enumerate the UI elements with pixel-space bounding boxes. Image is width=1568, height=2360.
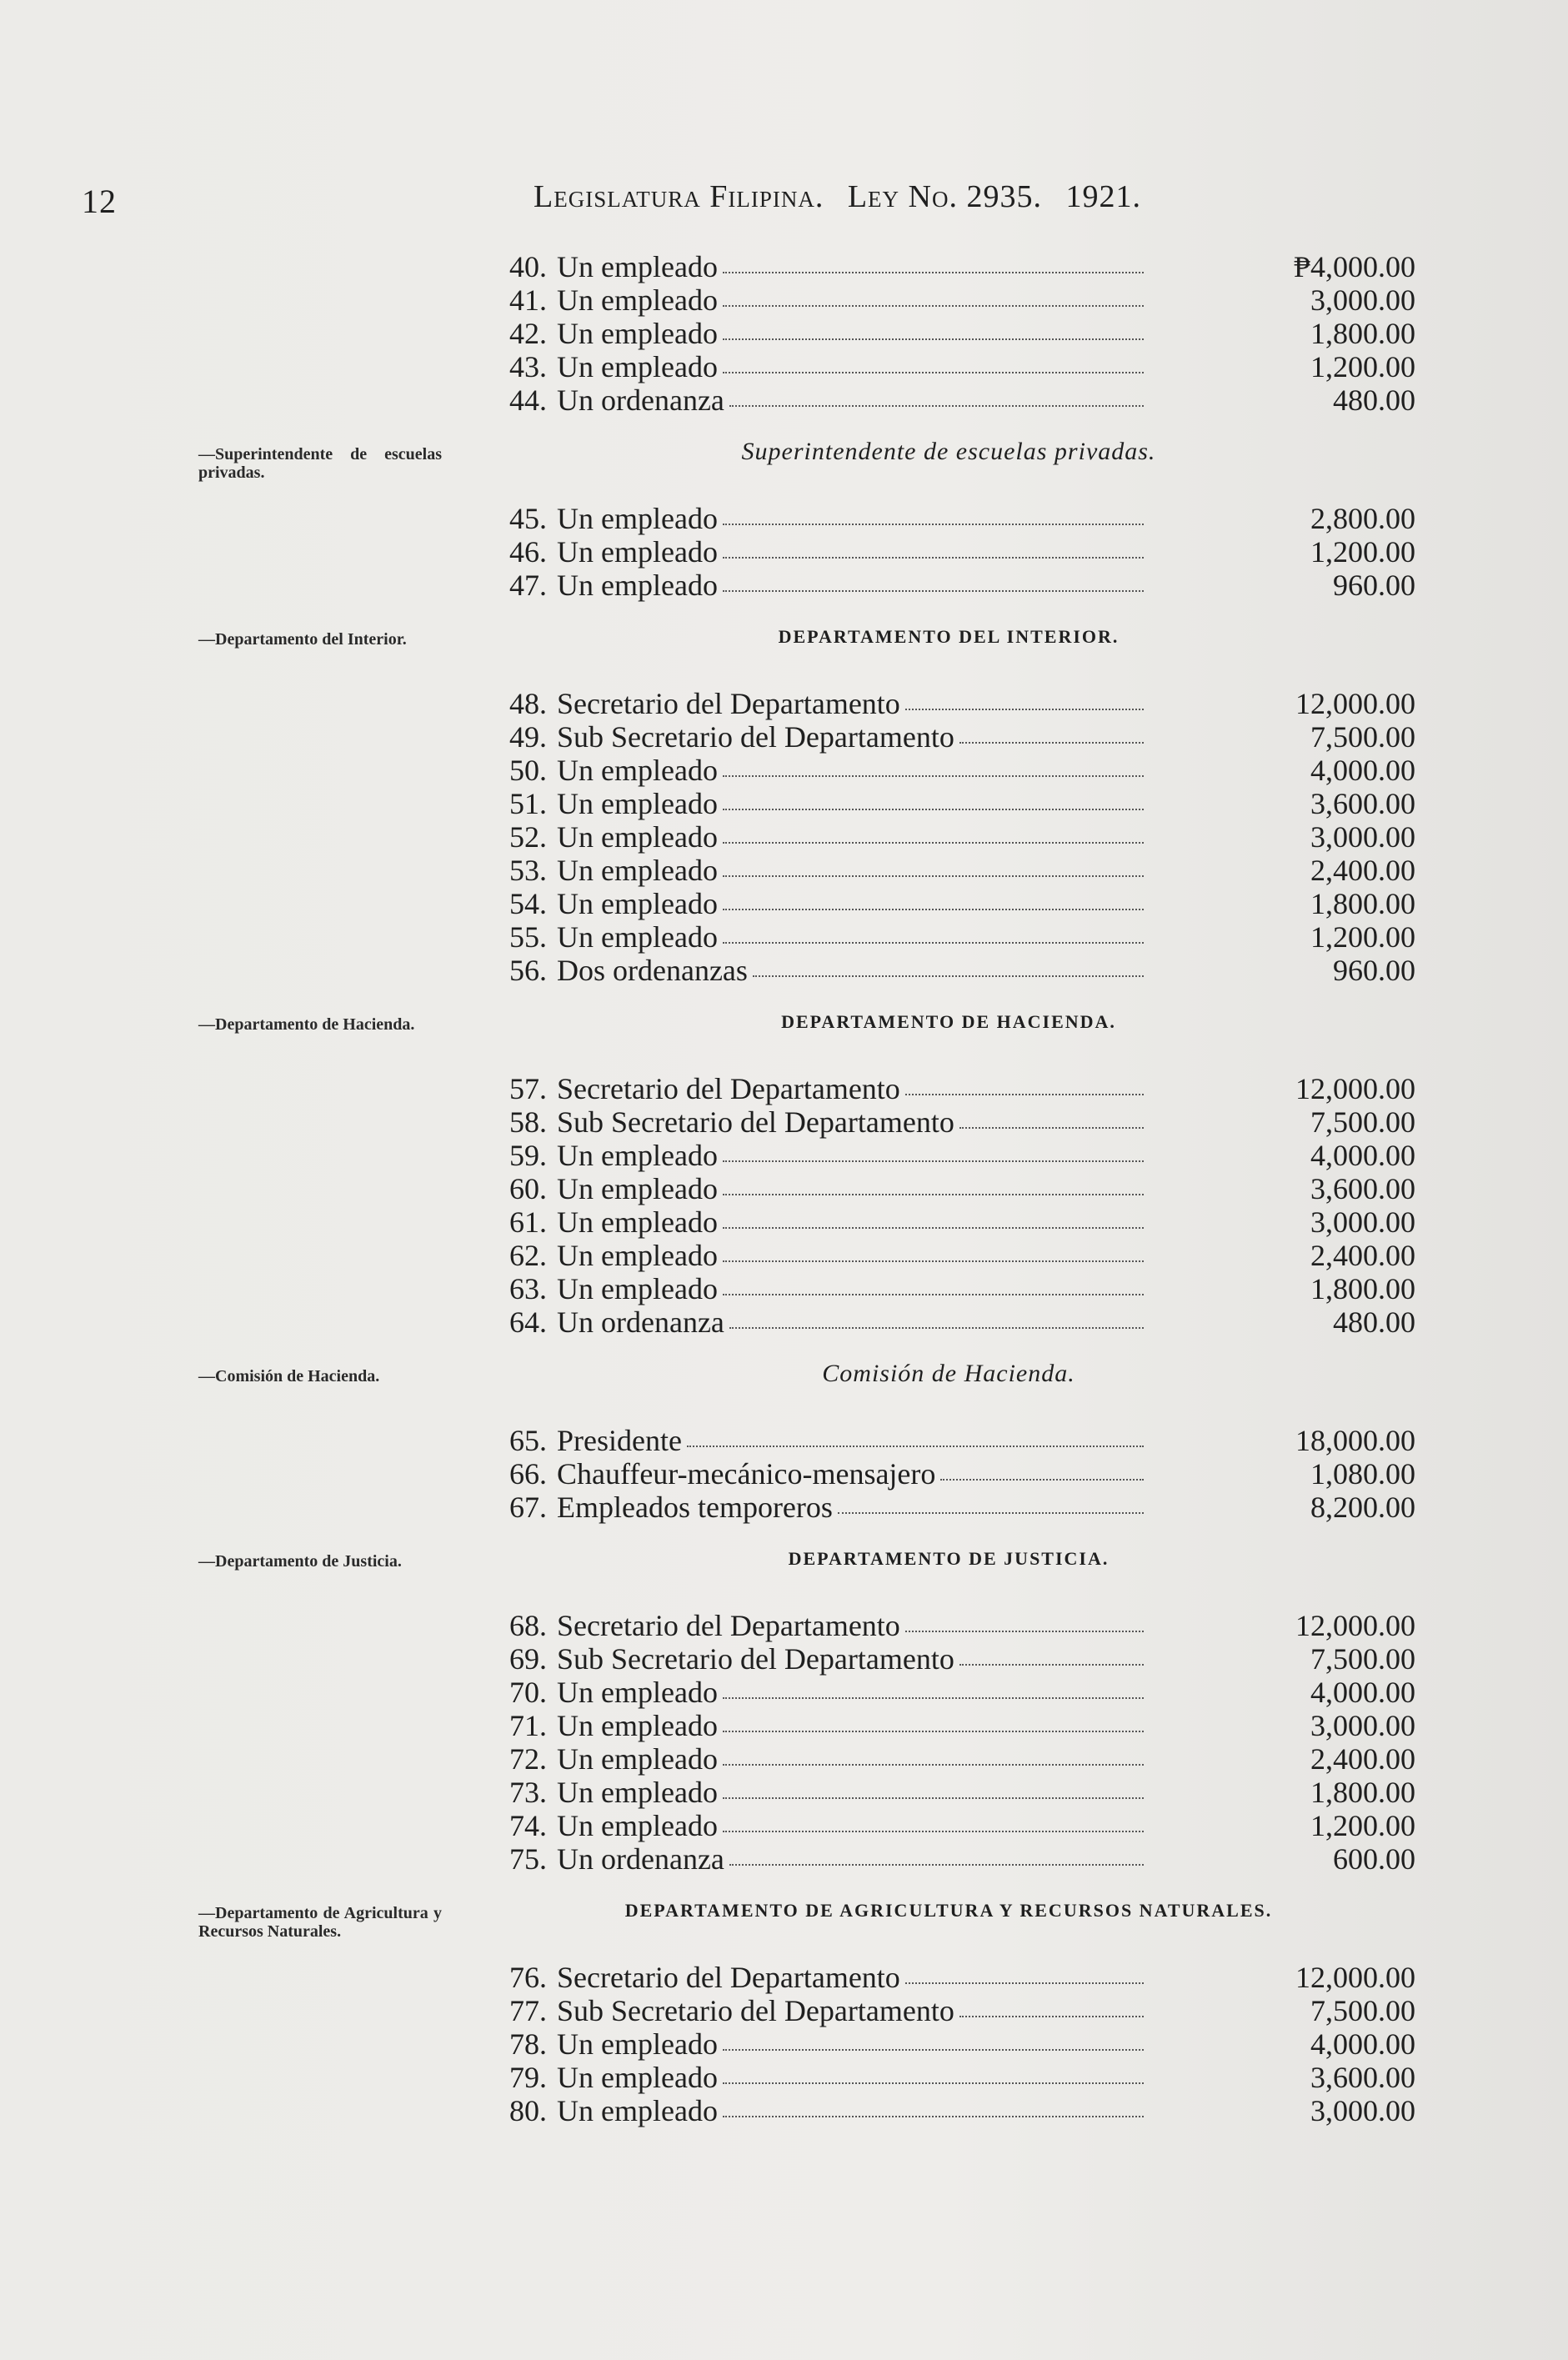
line-item xyxy=(482,787,1415,820)
item-description: Un empleado xyxy=(557,283,718,317)
item-amount: 1,800.00 xyxy=(1310,887,1415,920)
dot-leader xyxy=(905,1981,1144,1984)
item-description: Un empleado xyxy=(557,250,718,283)
item-amount: 7,500.00 xyxy=(1310,720,1415,754)
line-item xyxy=(482,954,1415,987)
dot-leader xyxy=(723,840,1144,844)
dot-leader xyxy=(905,1629,1144,1632)
item-amount: 1,200.00 xyxy=(1310,535,1415,569)
dot-leader xyxy=(959,1662,1144,1666)
dot-leader xyxy=(723,907,1144,910)
section-heading: DEPARTAMENTO DE AGRICULTURA Y RECURSOS NATURALES. xyxy=(624,1900,1273,1921)
item-amount: 18,000.00 xyxy=(1295,1424,1415,1457)
item-number: 58. xyxy=(509,1105,547,1139)
line-item xyxy=(482,350,1415,383)
item-description: Un empleado xyxy=(557,920,718,954)
page-number: 12 xyxy=(82,183,117,220)
dot-leader xyxy=(959,2014,1144,2017)
dot-leader xyxy=(723,337,1144,340)
dot-leader xyxy=(723,874,1144,877)
margin-note: —Departamento del Interior. xyxy=(198,630,407,649)
item-number: 42. xyxy=(509,317,547,350)
item-amount: 4,000.00 xyxy=(1310,1139,1415,1172)
budget-section xyxy=(198,1355,1415,1524)
item-number: 61. xyxy=(509,1205,547,1239)
item-description: Secretario del Departamento xyxy=(557,1609,900,1642)
item-amount: 1,200.00 xyxy=(1310,350,1415,383)
item-number: 71. xyxy=(509,1709,547,1742)
dot-leader xyxy=(753,974,1144,977)
dot-leader xyxy=(723,1159,1144,1162)
margin-note: —Departamento de Justicia. xyxy=(198,1552,402,1571)
item-description: Un empleado xyxy=(557,2027,718,2061)
item-amount: 480.00 xyxy=(1333,1305,1415,1339)
item-number: 43. xyxy=(509,350,547,383)
line-item xyxy=(482,1239,1415,1272)
item-amount: 7,500.00 xyxy=(1310,1642,1415,1676)
line-item xyxy=(482,1072,1415,1105)
line-item xyxy=(482,1742,1415,1776)
item-number: 65. xyxy=(509,1424,547,1457)
item-number: 68. xyxy=(509,1609,547,1642)
section-heading: DEPARTAMENTO DEL INTERIOR. xyxy=(778,626,1120,647)
line-item xyxy=(482,1676,1415,1709)
dot-leader xyxy=(723,2114,1144,2117)
item-amount: 2,400.00 xyxy=(1310,1742,1415,1776)
dot-leader xyxy=(723,2081,1144,2084)
item-amount: 960.00 xyxy=(1333,569,1415,602)
item-amount: 12,000.00 xyxy=(1295,1961,1415,1994)
item-amount: 1,080.00 xyxy=(1310,1457,1415,1491)
item-number: 41. xyxy=(509,283,547,317)
item-description: Un empleado xyxy=(557,754,718,787)
line-item xyxy=(482,1139,1415,1172)
dot-leader xyxy=(959,740,1144,744)
running-head xyxy=(534,178,1284,215)
running-head-law: Ley No. 2935. xyxy=(847,179,1042,214)
item-number: 79. xyxy=(509,2061,547,2094)
dot-leader xyxy=(723,555,1144,559)
item-description: Un empleado xyxy=(557,1742,718,1776)
item-description: Un empleado xyxy=(557,854,718,887)
item-number: 48. xyxy=(509,687,547,720)
line-item xyxy=(482,317,1415,350)
item-number: 44. xyxy=(509,383,547,417)
dot-leader xyxy=(723,1696,1144,1699)
item-number: 40. xyxy=(509,250,547,283)
dot-leader xyxy=(723,1729,1144,1732)
item-amount: 8,200.00 xyxy=(1310,1491,1415,1524)
budget-section xyxy=(198,619,1415,987)
line-item xyxy=(482,1491,1415,1524)
line-item xyxy=(482,1709,1415,1742)
section-heading: DEPARTAMENTO DE JUSTICIA. xyxy=(788,1548,1110,1569)
item-number: 63. xyxy=(509,1272,547,1305)
line-item xyxy=(482,754,1415,787)
item-amount: 4,000.00 xyxy=(1310,754,1415,787)
line-item xyxy=(482,2061,1415,2094)
dot-leader xyxy=(723,522,1144,525)
line-item xyxy=(482,1424,1415,1457)
dot-leader xyxy=(723,940,1144,944)
item-amount: 3,000.00 xyxy=(1310,283,1415,317)
line-item xyxy=(482,250,1415,283)
item-amount: 1,200.00 xyxy=(1310,920,1415,954)
item-description: Un empleado xyxy=(557,350,718,383)
line-item xyxy=(482,569,1415,602)
dot-leader xyxy=(729,403,1144,407)
item-amount: 12,000.00 xyxy=(1295,687,1415,720)
line-item xyxy=(482,1272,1415,1305)
line-item xyxy=(482,1457,1415,1491)
dot-leader xyxy=(723,1829,1144,1832)
appropriation-list xyxy=(198,250,1415,2127)
item-number: 64. xyxy=(509,1305,547,1339)
item-number: 76. xyxy=(509,1961,547,1994)
item-description: Sub Secretario del Departamento xyxy=(557,720,954,754)
section-heading: Superintendente de escuelas privadas. xyxy=(741,438,1156,465)
item-number: 80. xyxy=(509,2094,547,2127)
item-description: Un empleado xyxy=(557,2061,718,2094)
line-item xyxy=(482,920,1415,954)
dot-leader xyxy=(723,370,1144,373)
item-number: 75. xyxy=(509,1842,547,1876)
dot-leader xyxy=(723,1292,1144,1295)
line-item xyxy=(482,2094,1415,2127)
line-item xyxy=(482,687,1415,720)
item-amount: 12,000.00 xyxy=(1295,1609,1415,1642)
item-number: 52. xyxy=(509,820,547,854)
item-amount: 1,200.00 xyxy=(1310,1809,1415,1842)
line-item xyxy=(482,502,1415,535)
item-description: Un ordenanza xyxy=(557,1305,724,1339)
item-amount: 3,600.00 xyxy=(1310,1172,1415,1205)
dot-leader xyxy=(723,2047,1144,2051)
item-amount: 7,500.00 xyxy=(1310,1994,1415,2027)
item-amount: 4,000.00 xyxy=(1310,2027,1415,2061)
item-description: Un empleado xyxy=(557,535,718,569)
margin-note: —Superintendente de escuelas privadas. xyxy=(198,445,442,482)
item-number: 53. xyxy=(509,854,547,887)
item-description: Un empleado xyxy=(557,502,718,535)
item-number: 56. xyxy=(509,954,547,987)
item-amount: 2,800.00 xyxy=(1310,502,1415,535)
line-item xyxy=(482,1994,1415,2027)
item-number: 46. xyxy=(509,535,547,569)
line-item xyxy=(482,887,1415,920)
item-number: 72. xyxy=(509,1742,547,1776)
line-item xyxy=(482,1609,1415,1642)
dot-leader xyxy=(723,1225,1144,1229)
dot-leader xyxy=(729,1862,1144,1866)
item-amount: 3,000.00 xyxy=(1310,1205,1415,1239)
item-amount: 3,600.00 xyxy=(1310,787,1415,820)
line-item xyxy=(482,1305,1415,1339)
line-item xyxy=(482,1172,1415,1205)
item-number: 49. xyxy=(509,720,547,754)
item-number: 55. xyxy=(509,920,547,954)
item-number: 45. xyxy=(509,502,547,535)
item-amount: 2,400.00 xyxy=(1310,1239,1415,1272)
item-description: Un empleado xyxy=(557,2094,718,2127)
budget-section xyxy=(198,433,1415,602)
line-item xyxy=(482,820,1415,854)
line-item xyxy=(482,1809,1415,1842)
dot-leader xyxy=(905,1092,1144,1095)
line-item xyxy=(482,383,1415,417)
line-item xyxy=(482,1842,1415,1876)
item-number: 57. xyxy=(509,1072,547,1105)
item-description: Un empleado xyxy=(557,1676,718,1709)
dot-leader xyxy=(723,589,1144,592)
item-description: Un empleado xyxy=(557,787,718,820)
item-amount: 1,800.00 xyxy=(1310,1776,1415,1809)
line-item xyxy=(482,283,1415,317)
item-description: Un empleado xyxy=(557,820,718,854)
item-amount: 3,000.00 xyxy=(1310,2094,1415,2127)
section-heading: DEPARTAMENTO DE HACIENDA. xyxy=(781,1011,1116,1032)
dot-leader xyxy=(723,1192,1144,1195)
item-description: Empleados temporeros xyxy=(557,1491,833,1524)
line-item xyxy=(482,1105,1415,1139)
item-description: Un empleado xyxy=(557,887,718,920)
budget-section xyxy=(482,250,1415,417)
item-description: Un empleado xyxy=(557,1239,718,1272)
dot-leader xyxy=(723,1762,1144,1766)
item-number: 74. xyxy=(509,1809,547,1842)
item-description: Chauffeur-mecánico-mensajero xyxy=(557,1457,936,1491)
dot-leader xyxy=(940,1477,1144,1481)
line-item xyxy=(482,720,1415,754)
item-amount: 3,000.00 xyxy=(1310,820,1415,854)
margin-note: —Departamento de Agricultura y Recursos Naturales. xyxy=(198,1904,442,1941)
item-description: Un empleado xyxy=(557,569,718,602)
item-description: Secretario del Departamento xyxy=(557,687,900,720)
dot-leader xyxy=(959,1125,1144,1129)
line-item xyxy=(482,1205,1415,1239)
dot-leader xyxy=(723,1796,1144,1799)
item-description: Un empleado xyxy=(557,317,718,350)
item-description: Un empleado xyxy=(557,1272,718,1305)
running-head-title: Legislatura Filipina. xyxy=(534,179,824,214)
line-item xyxy=(482,1642,1415,1676)
item-description: Un empleado xyxy=(557,1172,718,1205)
item-description: Dos ordenanzas xyxy=(557,954,748,987)
line-item xyxy=(482,854,1415,887)
dot-leader xyxy=(723,1259,1144,1262)
item-description: Un empleado xyxy=(557,1139,718,1172)
item-number: 67. xyxy=(509,1491,547,1524)
item-amount: ₱4,000.00 xyxy=(1293,250,1415,283)
item-number: 78. xyxy=(509,2027,547,2061)
budget-section xyxy=(198,1541,1415,1876)
dot-leader xyxy=(723,807,1144,810)
margin-note: —Comisión de Hacienda. xyxy=(198,1367,380,1385)
dot-leader xyxy=(729,1325,1144,1329)
dot-leader xyxy=(723,303,1144,307)
item-description: Secretario del Departamento xyxy=(557,1961,900,1994)
item-number: 60. xyxy=(509,1172,547,1205)
item-amount: 1,800.00 xyxy=(1310,317,1415,350)
budget-section xyxy=(198,1892,1415,2127)
item-amount: 12,000.00 xyxy=(1295,1072,1415,1105)
item-description: Secretario del Departamento xyxy=(557,1072,900,1105)
dot-leader xyxy=(723,774,1144,777)
item-description: Sub Secretario del Departamento xyxy=(557,1642,954,1676)
dot-leader xyxy=(905,707,1144,710)
item-amount: 480.00 xyxy=(1333,383,1415,417)
line-item xyxy=(482,2027,1415,2061)
item-description: Un empleado xyxy=(557,1205,718,1239)
item-amount: 960.00 xyxy=(1333,954,1415,987)
item-number: 47. xyxy=(509,569,547,602)
item-number: 69. xyxy=(509,1642,547,1676)
item-description: Un ordenanza xyxy=(557,1842,724,1876)
item-amount: 4,000.00 xyxy=(1310,1676,1415,1709)
item-description: Un ordenanza xyxy=(557,383,724,417)
item-number: 62. xyxy=(509,1239,547,1272)
line-item xyxy=(482,1961,1415,1994)
dot-leader xyxy=(687,1444,1144,1447)
line-item xyxy=(482,535,1415,569)
item-number: 54. xyxy=(509,887,547,920)
item-number: 51. xyxy=(509,787,547,820)
item-description: Un empleado xyxy=(557,1776,718,1809)
dot-leader xyxy=(723,270,1144,273)
item-number: 50. xyxy=(509,754,547,787)
item-description: Presidente xyxy=(557,1424,682,1457)
item-description: Sub Secretario del Departamento xyxy=(557,1105,954,1139)
running-head-year: 1921. xyxy=(1065,179,1141,214)
item-description: Sub Secretario del Departamento xyxy=(557,1994,954,2027)
item-number: 77. xyxy=(509,1994,547,2027)
line-item xyxy=(482,1776,1415,1809)
item-amount: 1,800.00 xyxy=(1310,1272,1415,1305)
item-number: 59. xyxy=(509,1139,547,1172)
margin-note: —Departamento de Hacienda. xyxy=(198,1015,415,1034)
item-amount: 3,000.00 xyxy=(1310,1709,1415,1742)
item-amount: 600.00 xyxy=(1333,1842,1415,1876)
item-number: 73. xyxy=(509,1776,547,1809)
item-amount: 2,400.00 xyxy=(1310,854,1415,887)
dot-leader xyxy=(838,1511,1144,1514)
budget-section xyxy=(198,1004,1415,1339)
section-heading: Comisión de Hacienda. xyxy=(822,1360,1075,1387)
item-description: Un empleado xyxy=(557,1809,718,1842)
item-description: Un empleado xyxy=(557,1709,718,1742)
item-amount: 3,600.00 xyxy=(1310,2061,1415,2094)
item-amount: 7,500.00 xyxy=(1310,1105,1415,1139)
item-number: 70. xyxy=(509,1676,547,1709)
item-number: 66. xyxy=(509,1457,547,1491)
